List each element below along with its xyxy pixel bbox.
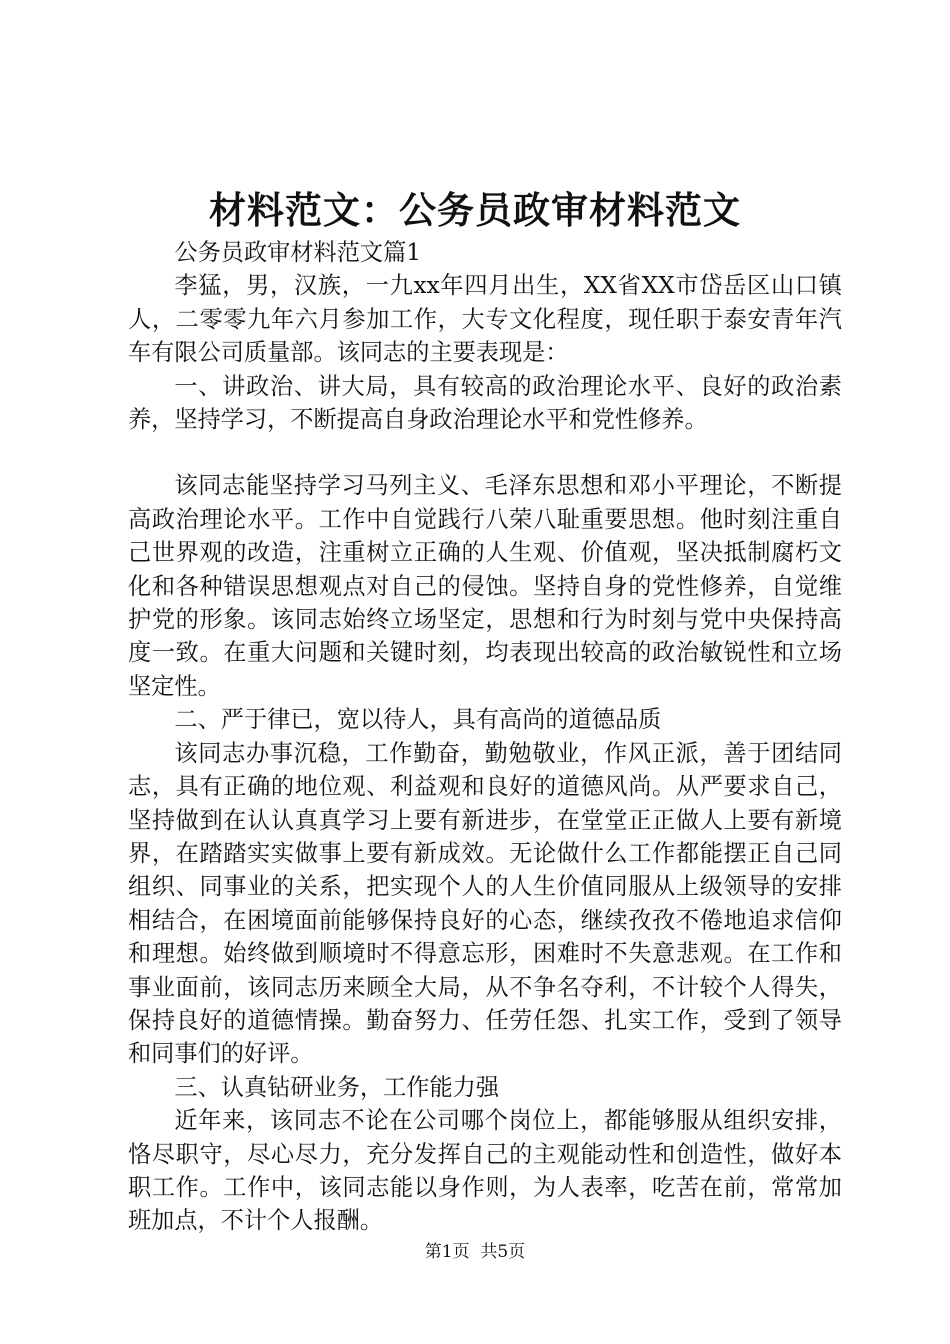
point-one-heading-paragraph: 一、讲政治、讲大局，具有较高的政治理论水平、良好的政治素养，坚持学习，不断提高自身政治理论水平和党性修养。 (128, 372, 842, 434)
page-footer (0, 1240, 950, 1264)
intro-paragraph: 李猛，男，汉族，一九xx年四月出生，XX省XX市岱岳区山口镇人，二零零九年六月参加工作，大专文化程度，现任职于泰安青年汽车有限公司质量部。该同志的主要表现是： (128, 272, 842, 367)
document-title: 材料范文：公务员政审材料范文 (209, 188, 741, 232)
point-two-heading-paragraph: 二、严于律已，宽以待人，具有高尚的道德品质 (174, 706, 662, 734)
point-one-body-paragraph: 该同志能坚持学习马列主义、毛泽东思想和邓小平理论，不断提高政治理论水平。工作中自觉践行八荣八耻重要思想。他时刻注重自己世界观的改造，注重树立正确的人生观、价值观，坚决抵制腐朽文化和各种错误思想观点对自己的侵蚀。坚持自身的党性修养，自觉维护党的形象。该同志始终立场坚定，思想和行为时刻与党中央保持高度一致。在重大问题和关键时刻，均表现出较高的政治敏锐性和立场坚定性。 (128, 472, 842, 700)
point-two-body-paragraph: 该同志办事沉稳，工作勤奋，勤勉敬业，作风正派，善于团结同志，具有正确的地位观、利益观和良好的道德风尚。从严要求自己，坚持做到在认认真真学习上要有新进步，在堂堂正正做人上要有新境界，在踏踏实实做事上要有新成效。无论做什么工作都能摆正自己同组织、同事业的关系，把实现个人的人生价值同服从上级领导的安排相结合，在困境面前能够保持良好的心态，继续孜孜不倦地追求信仰和理想。始终做到顺境时不得意忘形，困难时不失意悲观。在工作和事业面前，该同志历来顾全大局，从不争名夺利，不计较个人得失，保持良好的道德情操。勤奋努力、任劳任怨、扎实工作，受到了领导和同事们的好评。 (128, 739, 842, 1068)
document-body (128, 236, 842, 1238)
page-number: 第1页 (424, 1242, 470, 1262)
point-three-heading-paragraph: 三、认真钻研业务，工作能力强 (174, 1073, 500, 1101)
section-heading-paragraph: 公务员政审材料范文篇1 (174, 239, 422, 266)
page-total: 共5页 (480, 1242, 526, 1262)
point-three-body-paragraph: 近年来，该同志不论在公司哪个岗位上，都能够服从组织安排，恪尽职守，尽心尽力，充分发挥自己的主观能动性和创造性，做好本职工作。工作中，该同志能以身作则，为人表率，吃苦在前，常常加班加点，不计个人报酬。 (128, 1107, 842, 1235)
